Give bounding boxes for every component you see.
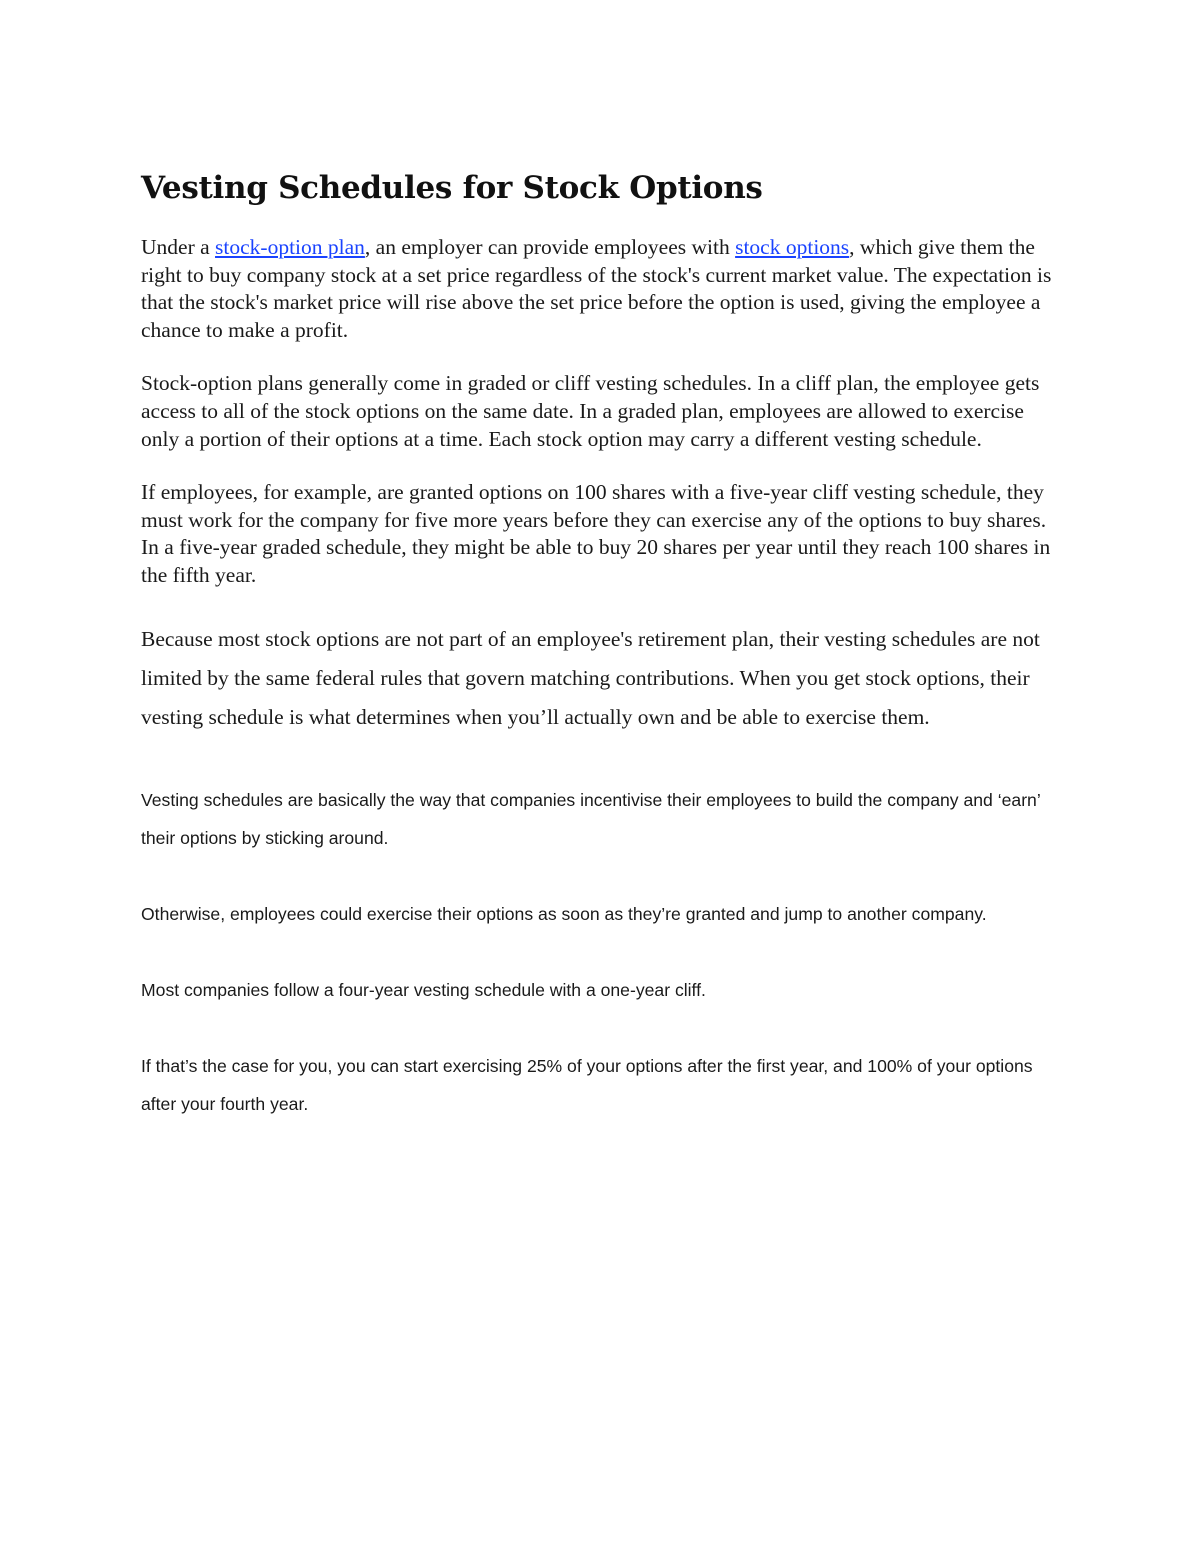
document-title: Vesting Schedules for Stock Options <box>141 170 763 206</box>
paragraph-exercise-percentages: If that’s the case for you, you can start exercising 25% of your options after the first year, and 100% of your options after your fourth year. <box>141 1055 1033 1114</box>
paragraph-four-year-schedule: Most companies follow a four-year vesting schedule with a one-year cliff. <box>141 979 706 1000</box>
p1-text-after-link: , which give them the right to buy company stock at a set price regardless of the stock's current market value. The expectation is that the stock's market price will rise above the set price before the option is used, giving the employee a chance to make a profit. <box>141 235 1052 342</box>
paragraph-otherwise: Otherwise, employees could exercise their options as soon as they’re granted and jump to another company. <box>141 903 987 924</box>
paragraph-incentivise: Vesting schedules are basically the way that companies incentivise their employees to build the company and ‘earn’ their options by sticking around. <box>141 789 1041 848</box>
stock-option-plan-link[interactable]: stock-option plan <box>215 235 365 259</box>
paragraph-example: If employees, for example, are granted options on 100 shares with a five-year cliff vesting schedule, they must work for the company for five more years before they can exercise any of the options to buy shares. In a five-year graded schedule, they might be able to buy 20 shares per year until they reach 100 shares in the fifth year. <box>141 480 1051 587</box>
paragraph-retirement-plan: Because most stock options are not part of an employee's retirement plan, their vesting schedules are not limited by the same federal rules that govern matching contributions. When you get stock options, their vesting schedule is what determines when you’ll actually own and be able to exercise them. <box>141 626 1040 729</box>
paragraph-graded-or-cliff: Stock-option plans generally come in graded or cliff vesting schedules. In a cliff plan, the employee gets access to all of the stock options on the same date. In a graded plan, employees are allowed to exercise only a portion of their options at a time. Each stock option may carry a different vesting schedule. <box>141 371 1040 451</box>
stock-options-link[interactable]: stock options <box>735 235 850 259</box>
p1-text-before-link: Under a <box>141 235 216 259</box>
paragraph-stock-option-plan-intro <box>141 234 1066 344</box>
document-body <box>141 168 1066 1161</box>
p1-text-between-links: , an employer can provide employees with <box>364 235 736 259</box>
